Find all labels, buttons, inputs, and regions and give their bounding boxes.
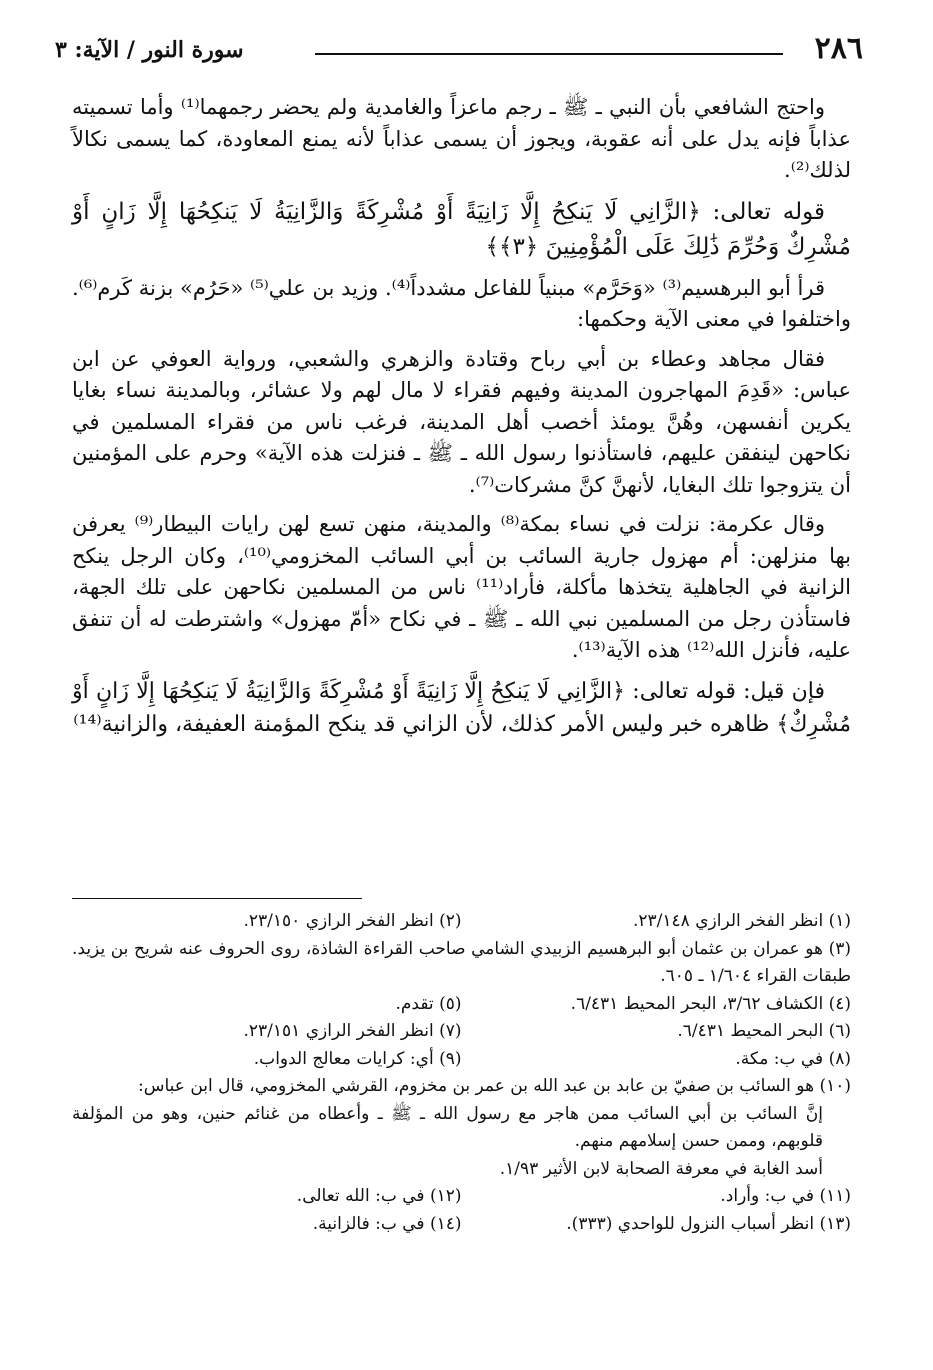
header-rule — [315, 53, 783, 55]
footnote-10-title: (١٠) هو السائب بن صفيّ بن عابد بن عبد الله بن عمر بن مخزوم، القرشي المخزومي، قال ابن عباس: — [138, 1076, 851, 1096]
footnote-row — [72, 1101, 851, 1156]
footnote-row — [72, 908, 851, 936]
footnote-separator — [72, 898, 362, 899]
footnote-11: (١١) في ب: وأراد. — [720, 1186, 851, 1206]
footnote-2: (٢) انظر الفخر الرازي ٢٣/١٥٠. — [243, 911, 462, 931]
footnote-row — [72, 1018, 851, 1046]
paragraph-question: فإن قيل: قوله تعالى: ﴿الزَّانِي لَا يَنكِحُ إِلَّا زَانِيَةً أَوْ مُشْرِكَةً وَالزَّانِيَةُ لَا يَنكِحُهَا إِلَّا زَانٍ أَوْ مُشْرِكٌ﴾ ظاهره خبر وليس الأمر كذلك، لأن الزاني قد ينكح المؤمنة العفيفة، والزانية⁽¹⁴⁾ — [72, 678, 851, 737]
paragraph-mujahid: فقال مجاهد وعطاء بن أبي رباح وقتادة والزهري والشعبي، ورواية العوفي عن ابن عباس: «قَدِمَ المهاجرون المدينة وفيهم فقراء لا مال لهم ولا عشائر، وبالمدينة نساء بغايا يكرين أنفسهن، وهُنَّ يومئذ أخصب أهل المدينة، فرغب ناس من فقراء المسلمين في نكاحهن لينفقن عليهم، فاستأذنوا رسول الله ـ ﷺ ـ فنزلت هذه الآية» وحرم على المؤمنين أن يتزوجوا تلك البغايا، لأنهنَّ كنَّ مشركات⁽⁷⁾. — [72, 346, 851, 497]
paragraph-shafii: واحتج الشافعي بأن النبي ـ ﷺ ـ رجم ماعزاً والغامدية ولم يحضر رجمهما⁽¹⁾ وأما تسميته عذاباً فإنه يدل على أنه عقوبة، ويجوز أن يسمى عذاباً لأنه يمنع المعاودة، كما يسمى نكالاً لذلك⁽²⁾. — [72, 95, 851, 182]
footnote-3: (٣) هو عمران بن عثمان أبو البرهسيم الزبيدي الشامي صاحب القراءة الشاذة، روى الحروف عنه شريح بن يزيد. طبقات القراء ١/٦٠٤ ـ ٦٠٥. — [72, 938, 851, 986]
footnote-row — [72, 1046, 851, 1074]
main-text — [72, 92, 851, 741]
page-header — [55, 30, 863, 70]
footnote-row — [72, 936, 851, 991]
footnote-row — [72, 1211, 851, 1239]
footnote-13: (١٣) انظر أسباب النزول للواحدي (٣٣٣). — [566, 1213, 851, 1234]
footnote-1: (١) انظر الفخر الرازي ٢٣/١٤٨. — [633, 911, 851, 931]
paragraph-readings: قرأ أبو البرهسيم⁽³⁾ «وَحَرَّم» مبنياً للفاعل مشدداً⁽⁴⁾. وزيد بن علي⁽⁵⁾ «حَرُم» بزنة كَرم⁽⁶⁾. واختلفوا في معنى الآية وحكمها: — [72, 275, 851, 331]
footnote-9: (٩) أي: كرايات معالج الدواب. — [253, 1048, 462, 1069]
footnote-8: (٨) في ب: مكة. — [735, 1048, 851, 1069]
footnotes — [72, 908, 851, 1238]
page-number: ٢٨٦ — [814, 31, 863, 66]
footnote-4: (٤) الكشاف ٣/٦٢، البحر المحيط ٦/٤٣١. — [570, 993, 851, 1014]
footnote-7: (٧) انظر الفخر الرازي ٢٣/١٥١. — [243, 1021, 462, 1041]
footnote-12: (١٢) في ب: الله تعالى. — [296, 1186, 462, 1206]
footnote-10-source: أسد الغابة في معرفة الصحابة لابن الأثير ١/٩٣. — [499, 1158, 823, 1179]
footnote-row — [72, 991, 851, 1019]
footnote-10-quote: إنَّ السائب بن أبي السائب ممن هاجر مع رسول الله ـ ﷺ ـ وأعطاه من غنائم حنين، وهو من المؤلفة قلوبهم، وممن حسن إسلامهم منهم. — [72, 1103, 823, 1151]
footnote-row — [72, 1183, 851, 1211]
paragraph-ikrima: وقال عكرمة: نزلت في نساء بمكة⁽⁸⁾ والمدينة، منهن تسع لهن رايات البيطار⁽⁹⁾ يعرفن بها منزلهن: أم مهزول جارية السائب بن أبي السائب المخزومي⁽¹⁰⁾، وكان الرجل ينكح الزانية في الجاهلية يتخذها مأكلة، فأراد⁽¹¹⁾ ناس من المسلمين نكاحهن على تلك الجهة، فاستأذن رجل من المسلمين نبي الله ـ ﷺ ـ في نكاح «أمّ مهزول» واشترطت له أن تنفق عليه، فأنزل الله⁽¹²⁾ هذه الآية⁽¹³⁾. — [72, 512, 851, 662]
quran-verse: قوله تعالى: ﴿الزَّانِي لَا يَنكِحُ إِلَّا زَانِيَةً أَوْ مُشْرِكَةً وَالزَّانِيَةُ لَا يَنكِحُهَا إِلَّا زَانٍ أَوْ مُشْرِكٌ وَحُرِّمَ ذَٰلِكَ عَلَى الْمُؤْمِنِينَ ﴿٣﴾﴾ — [72, 198, 851, 260]
footnote-6: (٦) البحر المحيط ٦/٤٣١. — [677, 1021, 851, 1041]
footnote-5: (٥) تقدم. — [395, 993, 462, 1014]
surah-title: سورة النور / الآية: ٣ — [55, 37, 244, 63]
footnote-row — [72, 1073, 851, 1101]
footnote-14: (١٤) في ب: فالزانية. — [312, 1213, 462, 1234]
footnote-row — [72, 1156, 851, 1184]
